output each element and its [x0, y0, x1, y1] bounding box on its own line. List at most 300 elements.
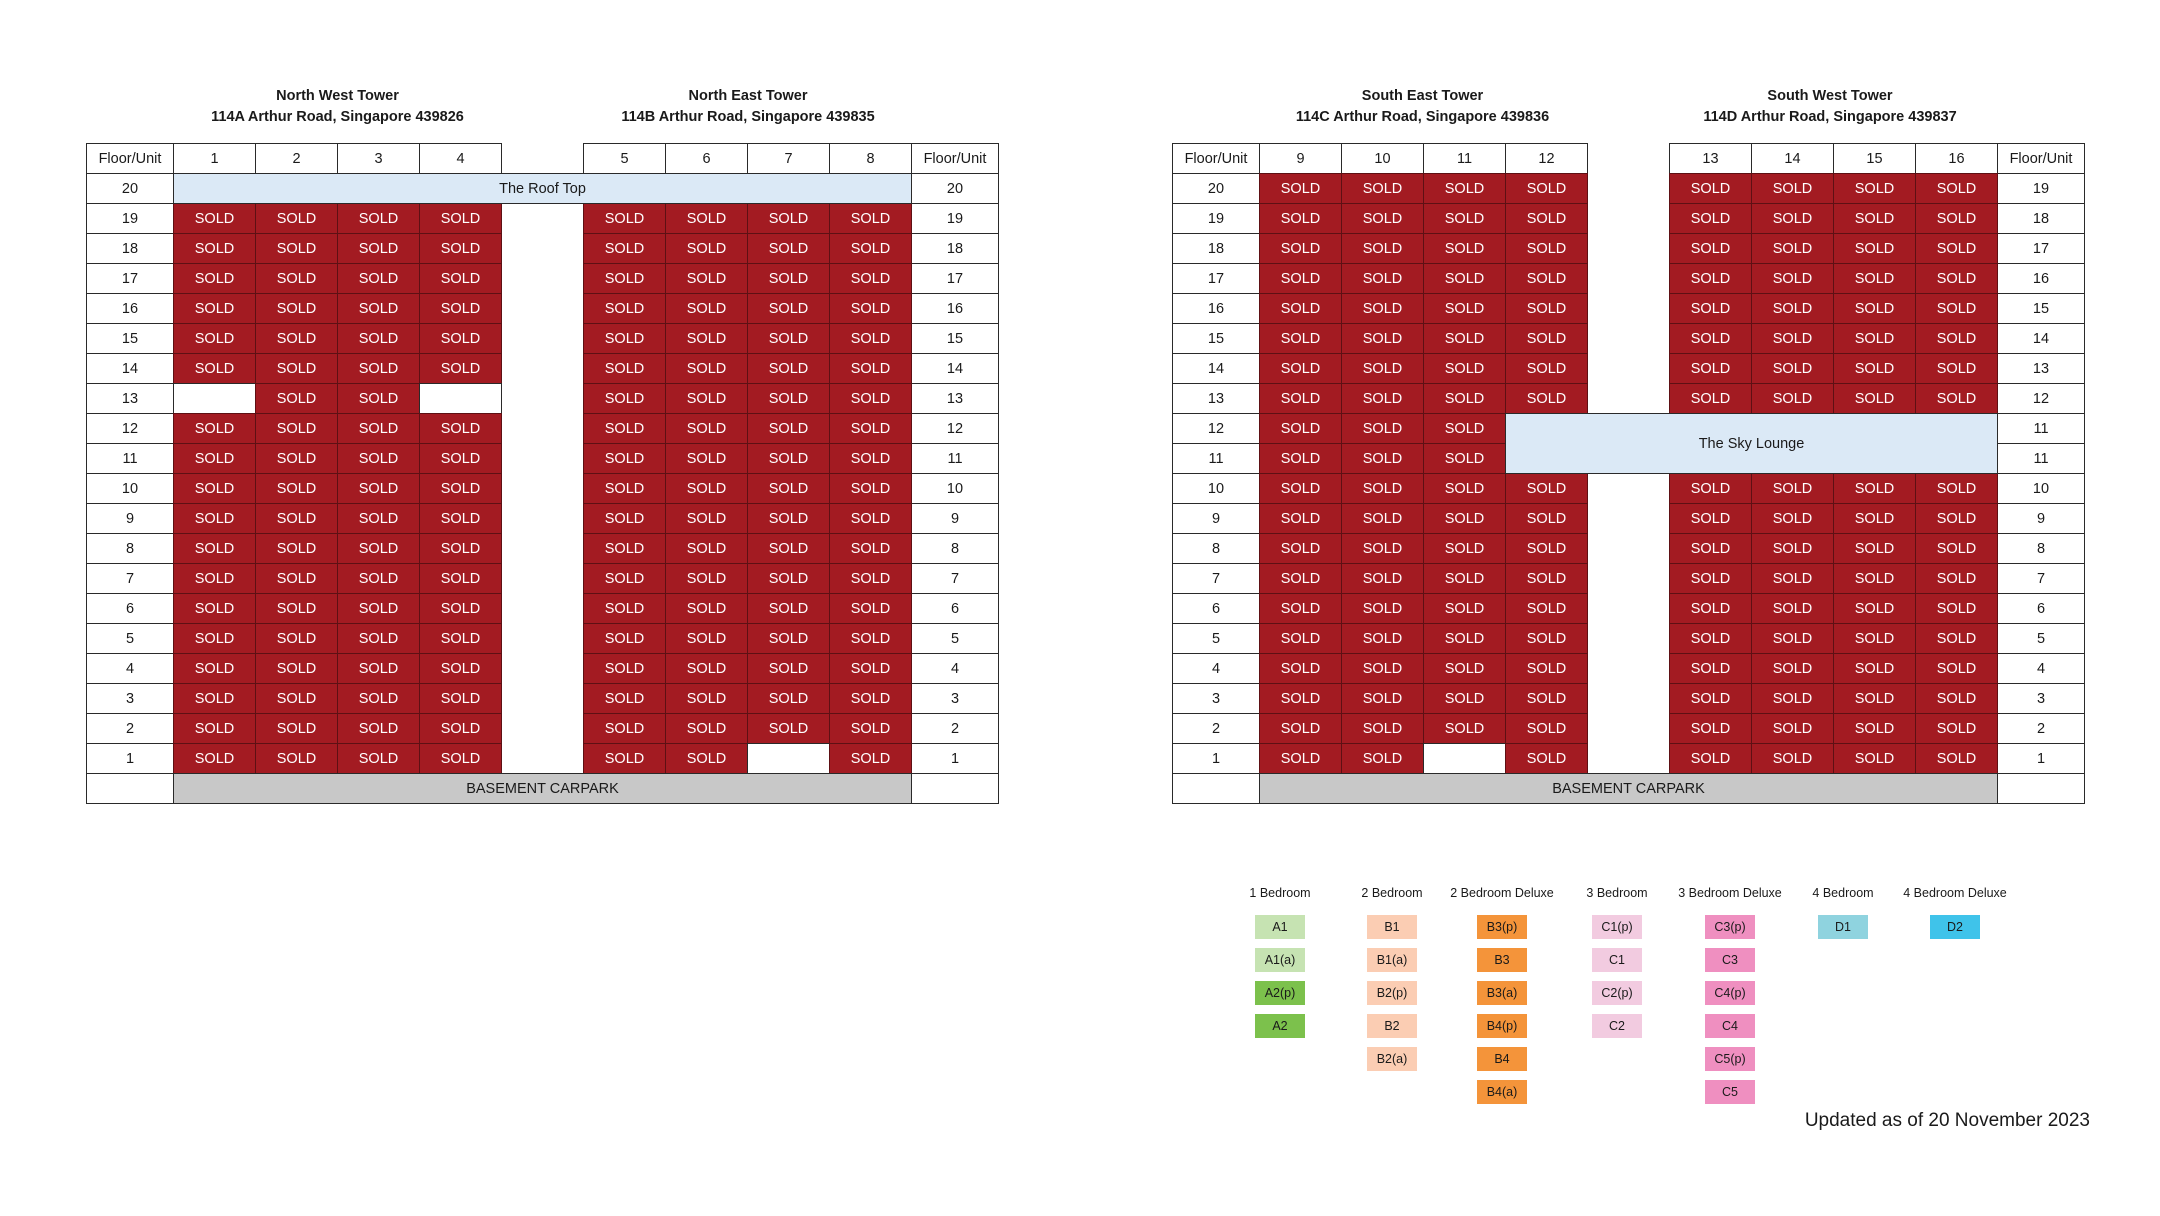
unit-sold: SOLD: [1915, 173, 1998, 204]
unit-sold: SOLD: [829, 263, 912, 294]
legend-swatch: A2(p): [1255, 981, 1305, 1005]
floor-label: 11: [1172, 443, 1260, 474]
unit-sold: SOLD: [337, 413, 420, 444]
floor-label: 16: [1172, 293, 1260, 324]
unit-sold: SOLD: [829, 683, 912, 714]
tower-title-south-west: [1630, 86, 2030, 128]
unit-sold: SOLD: [1833, 743, 1916, 774]
unit-header-15: 15: [1833, 143, 1916, 174]
unit-sold: SOLD: [1259, 203, 1342, 234]
unit-sold: SOLD: [1751, 653, 1834, 684]
legend-swatch: C4(p): [1705, 981, 1755, 1005]
unit-sold: SOLD: [747, 593, 830, 624]
unit-sold: SOLD: [173, 653, 256, 684]
unit-sold: SOLD: [337, 713, 420, 744]
floor-label: 20: [911, 173, 999, 204]
floor-label: 17: [86, 263, 174, 294]
floor-label: 18: [911, 233, 999, 264]
unit-sold: SOLD: [829, 743, 912, 774]
unit-sold: SOLD: [1833, 683, 1916, 714]
unit-sold: SOLD: [1669, 233, 1752, 264]
unit-available: [1423, 743, 1506, 774]
legend-heading: 3 Bedroom Deluxe: [1678, 886, 1782, 900]
floor-label: 14: [1997, 323, 2085, 354]
floor-label: 15: [1997, 293, 2085, 324]
unit-sold: SOLD: [1505, 173, 1588, 204]
legend-swatch: C1: [1592, 948, 1642, 972]
unit-sold: SOLD: [173, 683, 256, 714]
floor-label: 20: [1172, 173, 1260, 204]
unit-sold: SOLD: [1423, 353, 1506, 384]
unit-sold: SOLD: [1341, 203, 1424, 234]
unit-sold: SOLD: [173, 743, 256, 774]
unit-sold: SOLD: [583, 503, 666, 534]
unit-sold: SOLD: [1341, 533, 1424, 564]
unit-sold: SOLD: [747, 353, 830, 384]
unit-sold: SOLD: [1833, 233, 1916, 264]
basement-carpark: BASEMENT CARPARK: [1259, 773, 1998, 804]
unit-sold: SOLD: [1669, 323, 1752, 354]
unit-sold: SOLD: [1341, 443, 1424, 474]
unit-sold: SOLD: [1423, 593, 1506, 624]
unit-sold: SOLD: [829, 533, 912, 564]
floor-unit-header: Floor/Unit: [86, 143, 174, 174]
unit-sold: SOLD: [1505, 623, 1588, 654]
floor-label: 1: [911, 743, 999, 774]
unit-sold: SOLD: [1341, 623, 1424, 654]
unit-sold: SOLD: [829, 383, 912, 414]
unit-sold: SOLD: [1669, 743, 1752, 774]
unit-sold: SOLD: [173, 413, 256, 444]
unit-sold: SOLD: [1751, 743, 1834, 774]
unit-sold: SOLD: [1505, 533, 1588, 564]
unit-sold: SOLD: [1751, 173, 1834, 204]
updated-date: Updated as of 20 November 2023: [1804, 1110, 2090, 1131]
unit-sold: SOLD: [337, 293, 420, 324]
floor-label: 10: [1172, 473, 1260, 504]
tower-title-north-east: [548, 86, 948, 128]
unit-sold: SOLD: [665, 623, 748, 654]
unit-header-11: 11: [1423, 143, 1506, 174]
floor-label: 10: [911, 473, 999, 504]
unit-sold: SOLD: [337, 353, 420, 384]
unit-sold: SOLD: [1259, 653, 1342, 684]
legend-swatch: A1: [1255, 915, 1305, 939]
floor-label: 11: [1997, 443, 2085, 474]
legend-swatch: B3: [1477, 948, 1527, 972]
unit-sold: SOLD: [665, 503, 748, 534]
unit-sold: SOLD: [337, 263, 420, 294]
floor-label: 1: [1172, 743, 1260, 774]
basement-carpark: BASEMENT CARPARK: [173, 773, 912, 804]
unit-sold: SOLD: [1915, 653, 1998, 684]
floor-label: 16: [911, 293, 999, 324]
unit-sold: SOLD: [255, 503, 338, 534]
availability-chart-south: [1172, 143, 2084, 803]
unit-sold: SOLD: [665, 263, 748, 294]
unit-sold: SOLD: [583, 233, 666, 264]
unit-sold: SOLD: [1915, 353, 1998, 384]
legend-swatch: B4(a): [1477, 1080, 1527, 1104]
unit-sold: SOLD: [583, 653, 666, 684]
legend-swatch: C1(p): [1592, 915, 1642, 939]
floor-label: 18: [1172, 233, 1260, 264]
unit-sold: SOLD: [1833, 323, 1916, 354]
unit-sold: SOLD: [1341, 383, 1424, 414]
unit-sold: SOLD: [173, 593, 256, 624]
unit-available: [419, 383, 502, 414]
floor-label: 5: [1172, 623, 1260, 654]
unit-sold: SOLD: [583, 473, 666, 504]
legend-swatch: B4(p): [1477, 1014, 1527, 1038]
unit-sold: SOLD: [255, 653, 338, 684]
unit-sold: SOLD: [1341, 293, 1424, 324]
unit-sold: SOLD: [1341, 353, 1424, 384]
unit-sold: SOLD: [829, 473, 912, 504]
floor-label: 18: [1997, 203, 2085, 234]
unit-sold: SOLD: [1833, 593, 1916, 624]
unit-sold: SOLD: [583, 203, 666, 234]
unit-sold: SOLD: [173, 503, 256, 534]
floor-label: 13: [1997, 353, 2085, 384]
unit-sold: SOLD: [255, 203, 338, 234]
unit-sold: SOLD: [255, 413, 338, 444]
unit-sold: SOLD: [1341, 263, 1424, 294]
unit-sold: SOLD: [1341, 503, 1424, 534]
unit-sold: SOLD: [1259, 233, 1342, 264]
unit-sold: SOLD: [1915, 203, 1998, 234]
unit-sold: SOLD: [1915, 233, 1998, 264]
unit-sold: SOLD: [1915, 263, 1998, 294]
legend-swatch: B2(p): [1367, 981, 1417, 1005]
unit-sold: SOLD: [173, 713, 256, 744]
unit-sold: SOLD: [583, 623, 666, 654]
unit-sold: SOLD: [1833, 563, 1916, 594]
unit-sold: SOLD: [255, 683, 338, 714]
unit-sold: SOLD: [1833, 293, 1916, 324]
tower-name: South East Tower: [1361, 88, 1484, 104]
unit-sold: SOLD: [1259, 413, 1342, 444]
unit-sold: SOLD: [1915, 713, 1998, 744]
legend-heading: 2 Bedroom Deluxe: [1450, 886, 1554, 900]
legend-swatch: A2: [1255, 1014, 1305, 1038]
unit-header-6: 6: [665, 143, 748, 174]
unit-sold: SOLD: [747, 533, 830, 564]
unit-sold: SOLD: [419, 743, 502, 774]
floor-label: 1: [86, 743, 174, 774]
unit-sold: SOLD: [1259, 623, 1342, 654]
legend-swatch: C5(p): [1705, 1047, 1755, 1071]
unit-sold: SOLD: [1423, 203, 1506, 234]
legend-heading: 4 Bedroom: [1812, 886, 1874, 900]
unit-sold: SOLD: [255, 383, 338, 414]
unit-sold: SOLD: [1751, 713, 1834, 744]
floor-label: 2: [911, 713, 999, 744]
unit-sold: SOLD: [1505, 383, 1588, 414]
unit-sold: SOLD: [1505, 503, 1588, 534]
unit-sold: SOLD: [419, 683, 502, 714]
unit-sold: SOLD: [1833, 263, 1916, 294]
unit-sold: SOLD: [419, 473, 502, 504]
unit-sold: SOLD: [747, 473, 830, 504]
unit-sold: SOLD: [1833, 533, 1916, 564]
unit-sold: SOLD: [1423, 713, 1506, 744]
unit-sold: SOLD: [1341, 323, 1424, 354]
unit-sold: SOLD: [1505, 593, 1588, 624]
unit-sold: SOLD: [337, 563, 420, 594]
unit-sold: SOLD: [1259, 173, 1342, 204]
unit-sold: SOLD: [829, 413, 912, 444]
unit-header-14: 14: [1751, 143, 1834, 174]
unit-sold: SOLD: [1341, 593, 1424, 624]
floor-label: 19: [911, 203, 999, 234]
unit-sold: SOLD: [1259, 443, 1342, 474]
unit-sold: SOLD: [1423, 443, 1506, 474]
unit-sold: SOLD: [1669, 263, 1752, 294]
legend-swatch: C2(p): [1592, 981, 1642, 1005]
floor-label: 5: [86, 623, 174, 654]
floor-label: 11: [86, 443, 174, 474]
floor-label: 15: [911, 323, 999, 354]
unit-sold: SOLD: [255, 323, 338, 354]
unit-sold: SOLD: [583, 533, 666, 564]
unit-sold: SOLD: [829, 653, 912, 684]
unit-sold: SOLD: [1833, 203, 1916, 234]
tower-name: North East Tower: [688, 88, 808, 104]
legend-swatch: C3(p): [1705, 915, 1755, 939]
unit-sold: SOLD: [419, 353, 502, 384]
unit-sold: SOLD: [665, 293, 748, 324]
legend-heading: 1 Bedroom: [1249, 886, 1311, 900]
floor-label: 1: [1997, 743, 2085, 774]
unit-sold: SOLD: [665, 533, 748, 564]
unit-sold: SOLD: [173, 563, 256, 594]
unit-sold: SOLD: [1751, 323, 1834, 354]
unit-sold: SOLD: [255, 533, 338, 564]
floor-label: 4: [86, 653, 174, 684]
unit-sold: SOLD: [1259, 323, 1342, 354]
unit-sold: SOLD: [665, 713, 748, 744]
unit-sold: SOLD: [665, 473, 748, 504]
floor-label-blank: [911, 773, 999, 804]
unit-sold: SOLD: [419, 203, 502, 234]
unit-sold: SOLD: [747, 623, 830, 654]
legend-swatch: B4: [1477, 1047, 1527, 1071]
floor-label: 7: [911, 563, 999, 594]
unit-sold: SOLD: [1423, 263, 1506, 294]
unit-header-8: 8: [829, 143, 912, 174]
unit-sold: SOLD: [255, 353, 338, 384]
legend-swatch: C4: [1705, 1014, 1755, 1038]
unit-sold: SOLD: [255, 563, 338, 594]
unit-sold: SOLD: [747, 263, 830, 294]
unit-sold: SOLD: [173, 533, 256, 564]
unit-header-2: 2: [255, 143, 338, 174]
floor-label: 8: [911, 533, 999, 564]
unit-sold: SOLD: [583, 323, 666, 354]
unit-sold: SOLD: [1669, 593, 1752, 624]
unit-sold: SOLD: [747, 203, 830, 234]
unit-sold: SOLD: [1915, 323, 1998, 354]
unit-sold: SOLD: [1833, 473, 1916, 504]
unit-sold: SOLD: [1505, 323, 1588, 354]
unit-sold: SOLD: [1669, 533, 1752, 564]
unit-sold: SOLD: [1751, 533, 1834, 564]
unit-sold: SOLD: [1423, 383, 1506, 414]
floor-label: 16: [1997, 263, 2085, 294]
unit-sold: SOLD: [337, 233, 420, 264]
unit-sold: SOLD: [255, 233, 338, 264]
unit-sold: SOLD: [337, 203, 420, 234]
unit-sold: SOLD: [747, 293, 830, 324]
unit-sold: SOLD: [829, 233, 912, 264]
unit-sold: SOLD: [173, 293, 256, 324]
floor-unit-header: Floor/Unit: [1997, 143, 2085, 174]
unit-sold: SOLD: [1423, 683, 1506, 714]
unit-sold: SOLD: [829, 593, 912, 624]
unit-sold: SOLD: [747, 413, 830, 444]
floor-label: 3: [1172, 683, 1260, 714]
unit-sold: SOLD: [419, 533, 502, 564]
floor-label: 8: [1997, 533, 2085, 564]
unit-sold: SOLD: [747, 653, 830, 684]
unit-sold: SOLD: [1341, 683, 1424, 714]
floor-label: 8: [1172, 533, 1260, 564]
unit-sold: SOLD: [583, 413, 666, 444]
tower-title-north-west: [140, 86, 535, 128]
legend-swatch: B2(a): [1367, 1047, 1417, 1071]
floor-label: 13: [1172, 383, 1260, 414]
unit-sold: SOLD: [829, 563, 912, 594]
floor-label: 6: [1997, 593, 2085, 624]
unit-sold: SOLD: [1669, 623, 1752, 654]
tower-address: 114A Arthur Road, Singapore 439826: [211, 109, 464, 125]
unit-sold: SOLD: [747, 713, 830, 744]
floor-label: 3: [86, 683, 174, 714]
floor-label: 11: [1997, 413, 2085, 444]
unit-sold: SOLD: [255, 473, 338, 504]
floor-label: 19: [1172, 203, 1260, 234]
floor-label: 8: [86, 533, 174, 564]
unit-sold: SOLD: [419, 413, 502, 444]
floor-label: 3: [1997, 683, 2085, 714]
availability-chart-north: [86, 143, 998, 803]
unit-sold: SOLD: [1505, 473, 1588, 504]
unit-sold: SOLD: [1505, 563, 1588, 594]
unit-sold: SOLD: [665, 563, 748, 594]
unit-sold: SOLD: [583, 353, 666, 384]
unit-sold: SOLD: [1259, 263, 1342, 294]
floor-label: 19: [1997, 173, 2085, 204]
unit-sold: SOLD: [747, 563, 830, 594]
floor-label: 15: [1172, 323, 1260, 354]
unit-sold: SOLD: [337, 503, 420, 534]
floor-label: 5: [911, 623, 999, 654]
floor-label: 14: [86, 353, 174, 384]
unit-sold: SOLD: [1341, 413, 1424, 444]
unit-sold: SOLD: [747, 503, 830, 534]
unit-sold: SOLD: [1259, 683, 1342, 714]
unit-sold: SOLD: [337, 653, 420, 684]
legend-swatch: C3: [1705, 948, 1755, 972]
unit-sold: SOLD: [829, 293, 912, 324]
floor-label: 13: [86, 383, 174, 414]
unit-sold: SOLD: [173, 353, 256, 384]
unit-sold: SOLD: [1423, 503, 1506, 534]
legend-swatch: B1(a): [1367, 948, 1417, 972]
unit-sold: SOLD: [1423, 413, 1506, 444]
floor-label: 10: [86, 473, 174, 504]
unit-header-13: 13: [1669, 143, 1752, 174]
unit-sold: SOLD: [1669, 503, 1752, 534]
unit-sold: SOLD: [337, 323, 420, 354]
unit-sold: SOLD: [1259, 743, 1342, 774]
unit-sold: SOLD: [255, 623, 338, 654]
unit-sold: SOLD: [419, 563, 502, 594]
floor-label: 9: [1172, 503, 1260, 534]
unit-sold: SOLD: [747, 323, 830, 354]
unit-sold: SOLD: [1341, 233, 1424, 264]
unit-sold: SOLD: [419, 623, 502, 654]
floor-label: 17: [1172, 263, 1260, 294]
unit-sold: SOLD: [1751, 503, 1834, 534]
unit-sold: SOLD: [337, 593, 420, 624]
unit-sold: SOLD: [419, 593, 502, 624]
unit-sold: SOLD: [1833, 353, 1916, 384]
floor-label: 19: [86, 203, 174, 234]
floor-label-blank: [86, 773, 174, 804]
unit-sold: SOLD: [173, 203, 256, 234]
unit-sold: SOLD: [255, 263, 338, 294]
unit-sold: SOLD: [1423, 293, 1506, 324]
legend-swatch: B3(p): [1477, 915, 1527, 939]
unit-sold: SOLD: [1259, 713, 1342, 744]
floor-label: 9: [1997, 503, 2085, 534]
unit-sold: SOLD: [337, 743, 420, 774]
unit-sold: SOLD: [747, 383, 830, 414]
floor-label: 20: [86, 173, 174, 204]
unit-sold: SOLD: [1915, 743, 1998, 774]
unit-sold: SOLD: [829, 323, 912, 354]
unit-sold: SOLD: [419, 233, 502, 264]
roof-top-amenity: The Roof Top: [173, 173, 912, 204]
sky-lounge-amenity: The Sky Lounge: [1505, 413, 1998, 474]
unit-sold: SOLD: [665, 233, 748, 264]
unit-sold: SOLD: [829, 713, 912, 744]
unit-sold: SOLD: [255, 713, 338, 744]
unit-sold: SOLD: [583, 683, 666, 714]
unit-sold: SOLD: [173, 263, 256, 294]
unit-sold: SOLD: [1751, 233, 1834, 264]
unit-sold: SOLD: [173, 623, 256, 654]
unit-sold: SOLD: [1341, 173, 1424, 204]
unit-sold: SOLD: [1751, 563, 1834, 594]
unit-sold: SOLD: [1259, 473, 1342, 504]
unit-sold: SOLD: [829, 443, 912, 474]
unit-sold: SOLD: [1833, 713, 1916, 744]
unit-sold: SOLD: [1669, 563, 1752, 594]
unit-sold: SOLD: [1751, 473, 1834, 504]
legend-swatch: B2: [1367, 1014, 1417, 1038]
unit-sold: SOLD: [1751, 383, 1834, 414]
unit-sold: SOLD: [1751, 683, 1834, 714]
unit-sold: SOLD: [1259, 593, 1342, 624]
unit-sold: SOLD: [1259, 293, 1342, 324]
unit-sold: SOLD: [1341, 473, 1424, 504]
unit-sold: SOLD: [665, 683, 748, 714]
unit-type-legend: [1200, 886, 2050, 1106]
legend-heading: 3 Bedroom: [1586, 886, 1648, 900]
